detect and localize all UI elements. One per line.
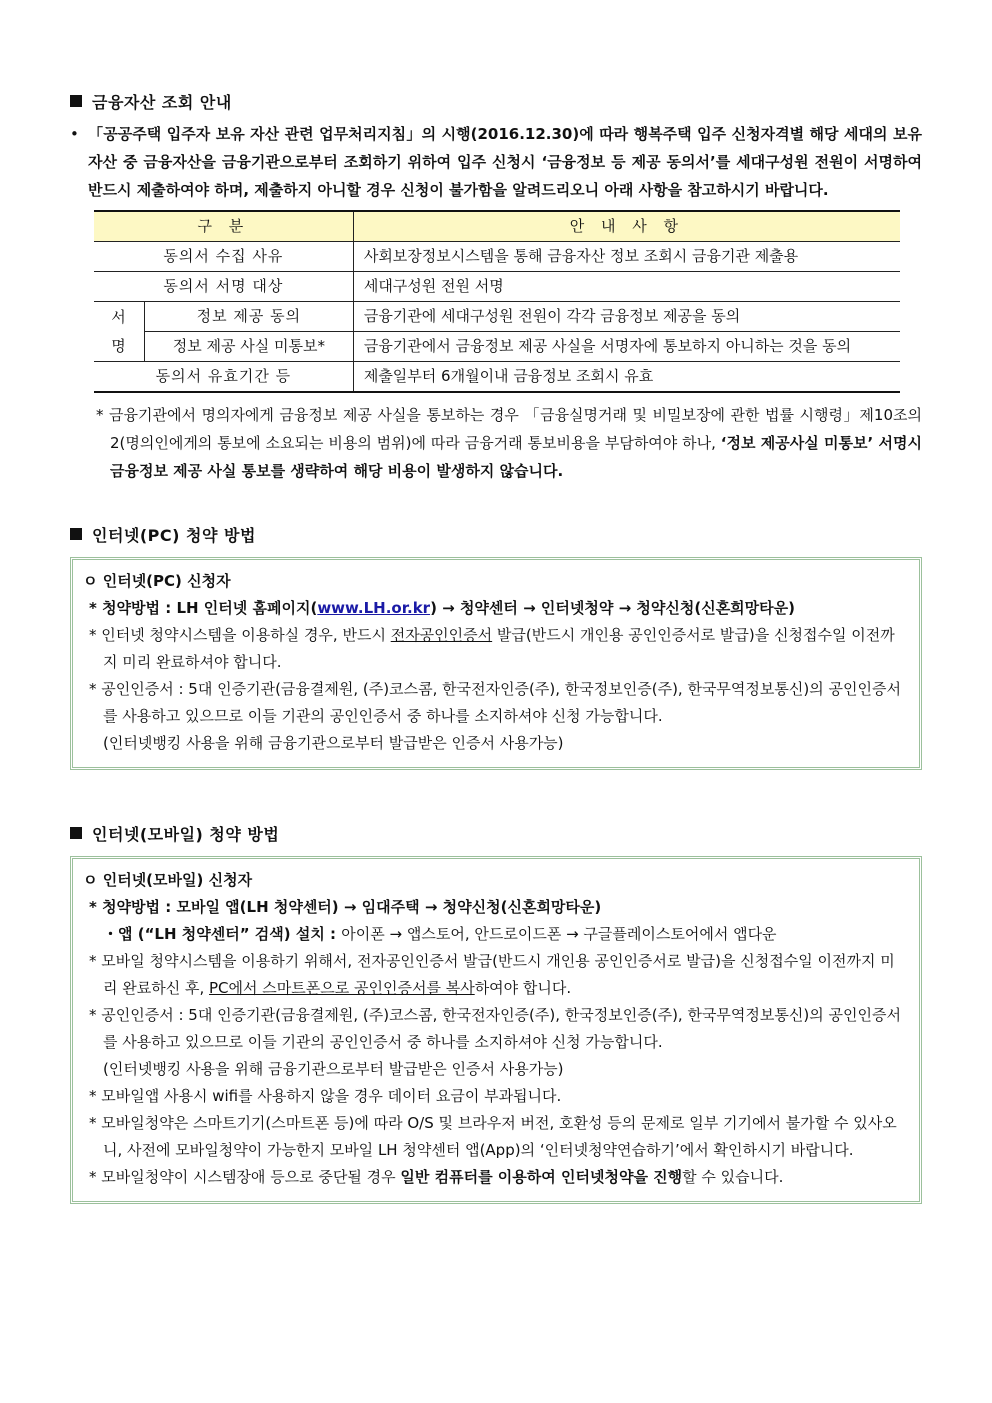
row-value: 사회보장정보시스템을 통해 금융자산 정보 조회시 금융기관 제출용 [353,242,900,272]
mobile-note-fallback-b: 일반 컴퓨터를 이용하여 인터넷청약을 진행 [400,1168,683,1186]
row-value: 금융기관에 세대구성원 전원이 각각 금융정보 제공을 동의 [353,302,900,332]
mobile-method-text: * 청약방법 : 모바일 앱(LH 청약센터) → 임대주택 → 청약신청(신혼희망타운) [89,898,602,916]
header-guide: 안 내 사 항 [353,211,900,242]
mobile-note-wifi: * 모바일앱 사용시 wifi를 사용하지 않을 경우 데이터 요금이 부과됩니다. [89,1087,562,1105]
row-group-sign: 서명 [94,302,145,362]
mobile-note-cert [83,948,909,1002]
row-category: 정보 제공 동의 [145,302,354,332]
bullet-icon: • [70,125,79,143]
pc-note-cert [83,622,909,676]
billing-note-bold: ‘정보 제공사실 미통보’ 서명시 금융정보 제공 사실 통보를 생략하여 해당 비용이 발생하지 않습니다. [110,434,922,480]
pc-method [83,595,909,622]
section-title-pc [70,521,922,547]
consent-info-table [94,210,900,393]
row-value: 제출일부터 6개월이내 금융정보 조회시 유효 [353,362,900,393]
row-value: 세대구성원 전원 서명 [353,272,900,302]
mobile-note-fallback [83,1164,909,1191]
table-row [94,272,900,302]
mobile-applicant-heading [83,867,909,894]
mobile-note-fallback-a: * 모바일청약이 시스템장애 등으로 중단될 경우 [89,1168,401,1186]
table-header-row [94,211,900,242]
document-page [70,88,922,1204]
mobile-note-cert-b: 하여야 합니다. [474,979,572,997]
mobile-app-install-label: ・앱 (“LH 청약센터” 검색) 설치 : [103,925,342,943]
intro-text: 「공공주택 입주자 보유 자산 관련 업무처리지침」의 시행(2016.12.30)에 따라 행복주택 입주 신청자격별 해당 세대의 보유 자산 중 금융자산을 금융기관으로부터 조회하기 위하여 입주 신청시 ‘금융정보 등 제공 동의서’를 세대구성원 전원이 서명하여 반드시 제출하여야 하며, 제출하지 아니할 경우 신청이 불가함을 알려드리오니 아래 사항을 참고하시기 바랍니다. [88,125,922,199]
section-title-mobile [70,820,922,846]
intro-paragraph [70,120,922,204]
mobile-app-install [83,921,909,948]
mobile-note-cert-u: PC에서 스마트폰으로 공인인증서를 복사 [209,979,475,997]
mobile-note-banking: (인터넷뱅킹 사용을 위해 금융기관으로부터 발급받은 인증서 사용가능) [103,1060,564,1078]
section-title-text: 인터넷(PC) 청약 방법 [92,525,256,545]
section-title-financial-assets [70,88,922,114]
table-row [94,362,900,393]
mobile-application-box [70,856,922,1204]
mobile-note-compat: * 모바일청약은 스마트기기(스마트폰 등)에 따라 O/S 및 브라우저 버전, 호환성 등의 문제로 일부 기기에서 불가할 수 있사오니, 사전에 모바일청약이 가능한지 모바일 LH 청약센터 앱(App)의 ‘인터넷청약연습하기’에서 확인하시기 바랍니다. [89,1114,897,1159]
section-title-text: 인터넷(모바일) 청약 방법 [92,824,280,844]
mobile-app-install-text: 아이폰 → 앱스토어, 안드로이드폰 → 구글플레이스토어에서 앱다운 [341,925,777,943]
mobile-note-authorities: * 공인인증서 : 5대 인증기관(금융결제원, (주)코스콤, 한국전자인증(주), 한국정보인증(주), 한국무역정보통신)의 공인인증서를 사용하고 있으므로 이들 기관의 공인인증서 중 하나를 소지하셔야 신청 가능합니다. [89,1006,901,1051]
table-row [94,302,900,332]
pc-note-cert-u: 전자공인인증서 [390,626,493,644]
square-bullet-icon [70,95,82,107]
table-row [94,242,900,272]
row-category: 동의서 서명 대상 [94,272,353,302]
row-category: 동의서 유효기간 등 [94,362,353,393]
billing-note [70,401,922,485]
mobile-note-fallback-c: 할 수 있습니다. [682,1168,784,1186]
mobile-applicant-heading-text: ㅇ 인터넷(모바일) 신청자 [83,871,253,889]
pc-application-box [70,557,922,770]
pc-note-cert-a: * 인터넷 청약시스템을 이용하실 경우, 반드시 [89,626,391,644]
pc-note-banking: (인터넷뱅킹 사용을 위해 금융기관으로부터 발급받은 인증서 사용가능) [103,734,564,752]
pc-method-b: ) → 청약센터 → 인터넷청약 → 청약신청(신혼희망타운) [430,599,795,617]
mobile-note-cert-a: * 모바일 청약시스템을 이용하기 위해서, 전자공인인증서 발급(반드시 개인용 공인인증서로 발급)을 신청접수일 이전까지 미리 완료하신 후, [89,952,895,997]
pc-applicant-heading [83,568,909,595]
pc-note-authorities: * 공인인증서 : 5대 인증기관(금융결제원, (주)코스콤, 한국전자인증(주), 한국정보인증(주), 한국무역정보통신)의 공인인증서를 사용하고 있으므로 이들 기관의 공인인증서 중 하나를 소지하셔야 신청 가능합니다. [89,680,901,725]
lh-homepage-link[interactable]: www.LH.or.kr [317,599,431,617]
pc-note-cert-b: 발급(반드시 개인용 공인인증서로 발급)을 신청접수일 이전까지 미리 완료하셔야 합니다. [103,626,895,671]
square-bullet-icon [70,528,82,540]
section-title-text: 금융자산 조회 안내 [92,92,232,112]
row-category: 동의서 수집 사유 [94,242,353,272]
table-row [94,332,900,362]
row-value: 금융기관에서 금융정보 제공 사실을 서명자에 통보하지 아니하는 것을 동의 [353,332,900,362]
pc-method-a: * 청약방법 : LH 인터넷 홈페이지( [89,599,318,617]
row-category: 정보 제공 사실 미통보* [145,332,354,362]
square-bullet-icon [70,827,82,839]
header-category: 구 분 [94,211,353,242]
mobile-method [83,894,909,921]
pc-applicant-heading-text: ㅇ 인터넷(PC) 신청자 [83,572,231,590]
billing-note-text: * 금융기관에서 명의자에게 금융정보 제공 사실을 통보하는 경우 「금융실명거래 및 비밀보장에 관한 법률 시행령」제10조의2(명의인에게의 통보에 소요되는 비용의 범위)에 따라 금융거래 통보비용을 부담하여야 하나, [96,406,922,452]
